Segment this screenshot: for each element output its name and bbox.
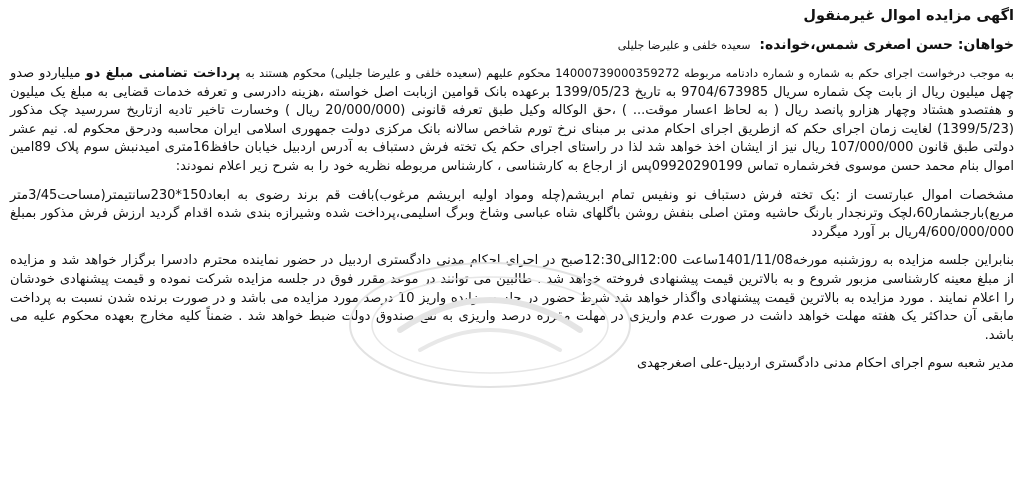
defendants-names: سعیده خلفی و علیرضا جلیلی bbox=[617, 39, 751, 52]
paragraph-judgment-intro: به موجب درخواست اجرای حکم به شماره و شماره دادنامه مربوطه 14000739000359272 محکوم علیهم (سعیده خلفی و علیرضا جلیلی) محکوم هستند به bbox=[245, 66, 1014, 80]
parties-line bbox=[10, 35, 1014, 56]
paragraph-property-specs: مشخصات اموال عبارتست از :یک تخته فرش دستباف نو ونفیس تمام ابریشم(چله ومواد اولیه ابریشم مرغوب)بافت قم برند رضوی به ابعاد150*230سانتیمتر(مساحت3/45متر مربع)بارجشمار60،لچک وترنجدار بارنگ حاشیه ومتن اصلی بنفش روشن باگلهای شاه عباسی وشاخ وبرگ اسلیمی،پرداخت شده وشیرازه بندی شده اقدام گردید ارزش فرش مذکور بمبلغ 4/600/000/000ریال بر آورد میگردد bbox=[10, 187, 1014, 240]
paragraph-auction-session: بنابراین جلسه مزایده به روزشنبه مورخه1401/11/08ساعت 12:00الی12:30صبح در اجرای احکام مدنی دادگستری اردبیل در حضور نماینده محترم دادسرا برگزار خواهد شد و مزایده از مبلغ معینه کارشناسی مزبور شروع و به بالاترین قیمت پیشنهادی فروخته خواهد شد . طالبین می توانند در موعد مقرر فوق در جلسه مزایده شرکت نموده و قیمت پیشنهادی خودشان را اعلام نمایند . مورد مزایده به بالاترین قیمت پیشنهادی واگذار خواهد شد شرط حضور در جلسه مزایده واریز 10 درصد مورد مزایده می باشد و در صورت برنده شدن نسبت به پرداخت مابقی آن حداکثر یک هفته مهلت خواهد داشت در صورت عدم واریزی در مهلت مقرره درصد واریزی به نفع صندوق دولت ضبط خواهد شد . ضمناً کلیه مخارج بعهده محکوم علیه می باشد. bbox=[10, 253, 1014, 343]
paragraph-judgment-bold: پرداخت تضامنی مبلغ دو bbox=[85, 66, 241, 81]
plaintiff-label: خواهان: حسن اصغری شمس،خوانده: bbox=[759, 37, 1014, 53]
paragraph-judgment-body: میلیاردو صدو چهل میلیون ریال از بابت چک شماره سریال 9704/673985 به تاریخ 1399/05/23 برعهده بانک قوامین ازبابت اصل خواسته ،هزینه دادرسی و تعرفه خدمات قضایی به مبلغ یک میلیون و هفتصدو هشتاد وچهار هزارو پانصد ریال ( به لحاظ اعسار موقت... ) ،حق الوکاله وکیل طبق تعرفه قانونی (20/000/000 ریال ) وخسارت تاخیر تادیه ازتاریخ سررسید چک مذکور (1399/5/23) لغایت زمان اجرای حکم که ازطریق اجرای احکام مدنی بر مبنای نرخ تورم شاخص سالانه بانک مرکزی دولت جمهوری اسلامی ایران محاسبه ودرحق محکوم له. نیم عشر دولتی طبق قانون 107/000/000 ریال نیز از ایشان اخذ خواهد شد لذا در راستای اجرای حکم یک تخته فرش دستباف به آدرس اردبیل خیابان حافظ16متری امیدنبش سوم پلاک 89امین اموال بنام محمد حسن موسوی فخرشماره تماس 09920290199پس از ارجاع به کارشناسی ، کارشناس مربوطه نظریه خود را به شرح زیر اعلام نمودند: bbox=[10, 66, 1015, 174]
signature-line: مدیر شعبه سوم اجرای احکام مدنی دادگستری اردبیل-علی اصغرجهدی bbox=[636, 356, 1014, 372]
paragraph-judgment bbox=[10, 64, 1014, 177]
notice-title: اگهی مزایده اموال غیرمنقول bbox=[803, 8, 1014, 24]
